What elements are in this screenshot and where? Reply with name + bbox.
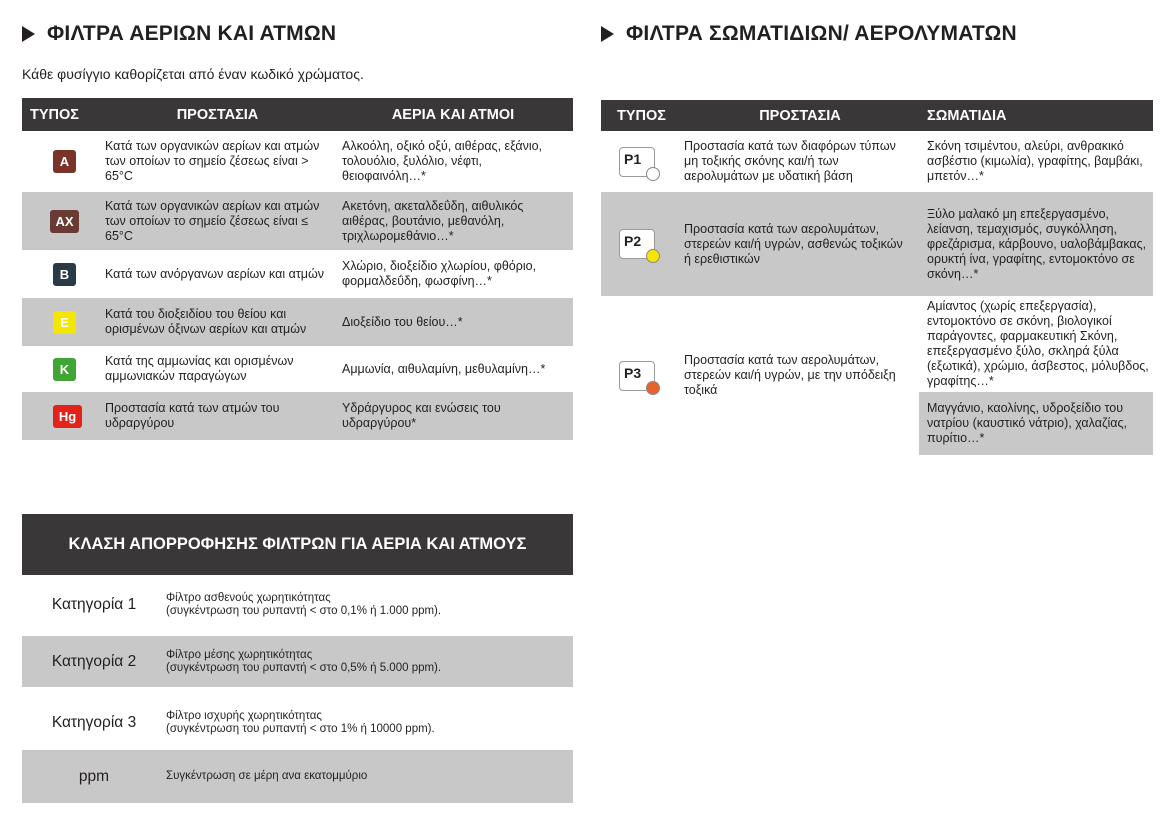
protection-cell: Προστασία κατά των ατμών του υδραργύρου bbox=[105, 401, 280, 430]
header-protection: ΠΡΟΣΤΑΣΙΑ bbox=[176, 106, 259, 123]
gas-filters-table bbox=[22, 98, 573, 440]
filter-code-badge: K bbox=[53, 358, 76, 381]
type-cell bbox=[22, 210, 102, 233]
filter-code: P1 bbox=[624, 150, 642, 167]
class-description-line: (συγκέντρωση του ρυπαντή < στο 0,5% ή 5.000 ppm). bbox=[166, 661, 442, 674]
filter-code-badge: E bbox=[53, 311, 76, 334]
particle-table-header bbox=[601, 100, 1153, 131]
filter-code-badge: AX bbox=[50, 210, 79, 233]
gas-filter-row bbox=[22, 131, 573, 192]
color-dot-icon bbox=[646, 167, 660, 181]
particle-filters-title: ΦΙΛΤΡΑ ΣΩΜΑΤΙΔΙΩΝ/ ΑΕΡΟΛΥΜΑΤΩΝ bbox=[601, 22, 1017, 46]
header-type: ΤΥΠΟΣ bbox=[30, 106, 79, 123]
gas-filter-row bbox=[22, 192, 573, 250]
filter-code: P3 bbox=[624, 364, 642, 381]
type-cell bbox=[601, 192, 681, 296]
type-cell bbox=[601, 131, 681, 192]
type-cell bbox=[22, 263, 102, 286]
class-description bbox=[166, 592, 441, 618]
particles-text: Μαγγάνιο, καολίνης, υδροξείδιο του νατρίου (καυστικό νάτριο), χαλαζίας, πυρίτιο…* bbox=[919, 392, 1153, 455]
filter-code-badge: B bbox=[53, 263, 76, 286]
class-description-line: (συγκέντρωση του ρυπαντή < στο 0,1% ή 1.000 ppm). bbox=[166, 604, 442, 617]
gas-filter-row bbox=[22, 392, 573, 440]
particles-cell bbox=[919, 131, 1153, 192]
absorption-class-banner: ΚΛΑΣΗ ΑΠΟΡΡΟΦΗΣΗΣ ΦΙΛΤΡΩΝ ΓΙΑ ΑΕΡΙΑ ΚΑΙ ΑΤΜΟΥΣ bbox=[22, 514, 573, 575]
header-protection: ΠΡΟΣΤΑΣΙΑ bbox=[759, 107, 841, 124]
filter-code-badge bbox=[619, 147, 655, 177]
gases-cell: Χλώριο, διοξείδιο χλωρίου, φθόριο, φορμαλδεΰδη, φωσφίνη…* bbox=[342, 259, 537, 288]
particles-cell bbox=[919, 192, 1153, 296]
filter-code: P2 bbox=[624, 233, 642, 249]
gases-cell: Αλκοόλη, οξικό οξύ, αιθέρας, εξάνιο, τολουόλιο, ξυλόλιο, νέφτι, θειοφαινόλη…* bbox=[342, 139, 543, 183]
particle-filter-row bbox=[601, 296, 1153, 455]
gases-cell: Ακετόνη, ακεταλδεΰδη, αιθυλικός αιθέρας, βουτάνιο, μεθανόλη, τριχλωρομεθάνιο…* bbox=[342, 198, 524, 243]
gases-cell: Υδράργυρος και ενώσεις του υδραργύρου* bbox=[342, 401, 501, 430]
particle-filters-table bbox=[601, 100, 1153, 455]
class-name: Κατηγορία 2 bbox=[51, 652, 137, 670]
protection-cell: Κατά των οργανικών αερίων και ατμών των οποίων το σημείο ζέσεως είναι > 65°C bbox=[105, 139, 320, 183]
protection-cell: Κατά του διοξειδίου του θείου και ορισμένων όξινων αερίων και ατμών bbox=[105, 307, 307, 336]
particles-text: Σκόνη τσιμέντου, αλεύρι, ανθρακικό ασβέστιο (κιμωλία), γραφίτης, βαμβάκι, μπετόν…* bbox=[927, 139, 1143, 183]
class-description bbox=[166, 770, 367, 783]
particles-text: Ξύλο μαλακό μη επεξεργασμένο, λείανση, τεμαχισμός, συγκόλληση, φρεζάρισμα, κάρβουνο, υαλοβάμβακας, ορυκτή ίνα, γραφίτης, εντομοκτόνο σε σκόνη…* bbox=[919, 192, 1153, 296]
type-cell bbox=[22, 311, 102, 334]
absorption-class-row bbox=[22, 750, 573, 803]
intro-text: Κάθε φυσίγγιο καθορίζεται από έναν κωδικό χρώματος. bbox=[22, 66, 364, 82]
filter-code-badge: A bbox=[53, 150, 76, 173]
gas-filters-title: ΦΙΛΤΡΑ ΑΕΡΙΩΝ ΚΑΙ ΑΤΜΩΝ bbox=[22, 22, 336, 46]
arrow-right-icon bbox=[601, 26, 614, 42]
class-description-line: Συγκέντρωση σε μέρη ανα εκατομμύριο bbox=[166, 770, 368, 782]
header-particles: ΣΩΜΑΤΙΔΙΑ bbox=[927, 107, 1007, 124]
gas-filter-row bbox=[22, 250, 573, 298]
header-type: ΤΥΠΟΣ bbox=[617, 107, 666, 124]
protection-text: Προστασία κατά των διαφόρων τύπων μη τοξικής σκόνης και/ή των αερολυμάτων με υδατική βάση bbox=[684, 139, 896, 183]
type-cell bbox=[601, 296, 681, 455]
particle-filter-row bbox=[601, 131, 1153, 192]
class-name: Κατηγορία 3 bbox=[51, 713, 137, 731]
protection-cell bbox=[681, 192, 919, 296]
particles-cell bbox=[919, 296, 1153, 455]
class-name: Κατηγορία 1 bbox=[51, 595, 137, 613]
arrow-right-icon bbox=[22, 26, 35, 42]
gas-table-header bbox=[22, 98, 573, 131]
filter-code-badge bbox=[619, 229, 655, 259]
class-description-line: (συγκέντρωση του ρυπαντή < στο 1% ή 10000 ppm). bbox=[166, 722, 435, 735]
type-cell bbox=[22, 358, 102, 381]
particles-text: Αμίαντος (χωρίς επεξεργασία), εντομοκτόνο σε σκόνη, βιολογικοί παράγοντες, φαρμακευτική Σκόνη, επεξεργασμένο ξύλο, σκληρά ξύλα (εξωτικά), χρώμιο, άσβεστος, μόλυβδος, γραφίτης…* bbox=[927, 299, 1149, 388]
type-cell bbox=[22, 405, 102, 428]
protection-cell: Κατά των οργανικών αερίων και ατμών των οποίων το σημείο ζέσεως είναι ≤ 65°C bbox=[105, 198, 320, 243]
gas-filter-row bbox=[22, 346, 573, 392]
gases-cell: Διοξείδιο του θείου…* bbox=[342, 314, 463, 329]
class-description bbox=[166, 710, 435, 736]
gases-cell: Αμμωνία, αιθυλαμίνη, μεθυλαμίνη…* bbox=[342, 361, 546, 376]
class-name: ppm bbox=[78, 767, 110, 785]
filter-code-badge bbox=[619, 361, 655, 391]
particle-filter-row bbox=[601, 192, 1153, 296]
class-description-line: Φίλτρο μέσης χωρητικότητας bbox=[166, 648, 313, 661]
protection-cell bbox=[681, 296, 919, 455]
protection-cell: Κατά των ανόργανων αερίων και ατμών bbox=[105, 266, 324, 281]
protection-text: Προστασία κατά των αερολυμάτων, στερεών και/ή υγρών, ασθενώς τοξικών ή ερεθιστικών bbox=[684, 221, 903, 266]
absorption-class-row bbox=[22, 697, 573, 748]
absorption-class-row bbox=[22, 636, 573, 687]
class-description-line: Φίλτρο ασθενούς χωρητικότητας bbox=[166, 591, 331, 604]
filter-code-badge: Hg bbox=[53, 405, 82, 428]
type-cell bbox=[22, 150, 102, 173]
protection-text: Προστασία κατά των αερολυμάτων, στερεών και/ή υγρών, με την υπόδειξη τοξικά bbox=[684, 353, 896, 397]
class-description-line: Φίλτρο ισχυρής χωρητικότητας bbox=[166, 709, 322, 722]
header-gases: ΑΕΡΙΑ ΚΑΙ ΑΤΜΟΙ bbox=[391, 106, 515, 123]
color-dot-icon bbox=[646, 249, 660, 263]
protection-cell bbox=[681, 131, 919, 192]
gas-filter-row bbox=[22, 298, 573, 346]
class-description bbox=[166, 649, 441, 675]
absorption-class-row bbox=[22, 579, 573, 630]
color-dot-icon bbox=[646, 381, 660, 395]
protection-cell: Κατά της αμμωνίας και ορισμένων αμμωνιακών παραγώγων bbox=[105, 354, 294, 383]
